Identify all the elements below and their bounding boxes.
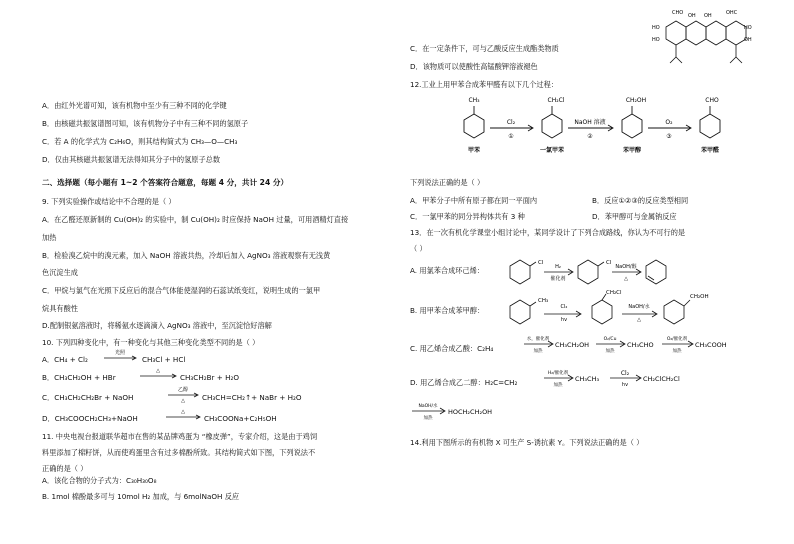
q12-sub-3: CH₂OH [625,97,647,104]
q10-d-condition: △ [181,409,185,415]
q9-option-b: B．检验溴乙烷中的溴元素，加入 NaOH 溶液共热，冷却后加入 AgNO₃ 溶液观察有无浅黄 [42,251,331,260]
q13-a-reagent-1b: 催化剂 [550,276,566,282]
q11-option-a: A．该化合物的分子式为：C₃₀H₃₀O₈ [42,476,157,485]
q13-b-ch2cl: CH₂Cl [606,290,622,296]
q12-option-b: B．反应①②③的反应类型相同 [592,196,689,205]
q12-option-c: C．一氯甲苯的同分异构体共有 3 种 [410,212,525,221]
q11-option-b: B. 1mol 棉酚最多可与 10mol H₂ 加成，与 6molNaOH 反应 [42,492,240,501]
q9-option-c: C．甲烷与氯气在光照下反应后的混合气体能使湿润的石蕊试纸变红，说明生成的一氯甲 [42,286,321,295]
prev-option-b: B．由核磁共振氢谱图可知，该有机物分子中有三种不同的氢原子 [42,119,249,128]
q10-c-condition-heat: △ [181,398,185,404]
q13-c-reagent-1b: 加热 [533,349,543,354]
gossypol-oh-5: HO [744,25,752,31]
q13-d-reagent-1b: 加热 [553,383,563,388]
q13-a-reagent-1: H₂ [555,264,561,270]
q9-option-b-cont: 色沉淀生成 [42,268,78,277]
q10-a-condition: 光照 [114,350,126,356]
q13-c-product: CH₃COOH [695,341,727,349]
q13-a-cl-1: Cl [538,260,544,266]
q13-c-reagent-2: O₂/Cu [603,337,617,342]
q10-stem: 10. 下列四种变化中，有一种变化与其他三种变化类型不同的是（ ） [42,338,260,347]
q10-c-condition: 乙醇 [177,387,189,393]
q13-line-2: （ ） [410,244,427,253]
q13-a-reagent-2b: △ [624,276,628,282]
q9-option-a: A．在乙醛还原新制的 Cu(OH)₂ 的实验中，制 Cu(OH)₂ 时应保持 NaOH 过量，可用酒精灯直接 [42,215,349,224]
q12-reagent-3: O₂ [665,119,673,126]
q11-option-d: D．该物质可以使酸性高锰酸钾溶液褪色 [410,62,538,71]
q13-b-reagent-2: NaOH/水 [628,304,650,310]
q9-option-a-cont: 加热 [42,233,57,242]
q14-stem: 14.利用下图所示的有机物 X 可生产 S-诱抗素 Y。下列说法正确的是（ ） [410,438,644,447]
q13-option-b: B. 用甲苯合成苯甲醇： [410,306,485,315]
q12-sub-4: CHO [705,97,719,104]
q13-a-scheme [506,254,746,286]
q10-c-arrow [166,385,200,405]
q13-b-ch3: CH₃ [538,298,549,304]
q12-option-d: D．苯甲醇可与金属钠反应 [592,212,677,221]
q13-d-intermediate-1: CH₃CH₃ [575,375,600,383]
q11-line-1: 11. 中央电视台报道联华超市在售的某品牌鸡蛋为 “橡皮弹”，专家介绍，这是由于鸡饲 [42,432,318,441]
gossypol-oh-6: OH [744,37,752,43]
q12-sub-2: CH₂Cl [547,97,565,104]
q10-option-c: C．CH₃CH₂CH₂Br + NaOH [42,393,134,402]
q13-b-reagent-2b: △ [637,317,641,323]
q12-scheme [450,92,740,162]
q10-b-condition: △ [156,368,160,374]
q13-a-reagent-2: NaOH/醇 [615,264,637,270]
q13-d-scheme-cont [410,400,610,422]
q12-name-1: 甲苯 [467,147,481,154]
prev-option-c: C．若 A 的化学式为 C₂H₆O，则其结构简式为 CH₃—O—CH₃ [42,137,238,146]
q10-c-products: CH₃CH=CH₂↑+ NaBr + H₂O [202,393,302,402]
q11-line-3: 正确的是（ ） [42,464,88,473]
gossypol-oh-1: HO [652,25,660,31]
gossypol-structure [644,5,756,75]
q10-a-products: CH₃Cl + HCl [142,355,186,364]
q12-name-2: 一氯甲苯 [539,147,565,154]
q13-option-c: C. 用乙烯合成乙酸：C₂H₄ [410,344,494,353]
q10-a-arrow [102,349,138,363]
gossypol-oh-2: OH [688,13,696,19]
gossypol-oh-3: HO [652,37,660,43]
q13-c-reagent-3: O₂/催化剂 [666,337,688,342]
q10-d-arrow [164,408,202,422]
q12-stem: 12.工业上用甲苯合成苯甲醛有以下几个过程： [410,80,558,89]
q13-d-reagent-1: H₂/催化剂 [547,371,569,376]
q13-d-reagent-3b: 加热 [423,416,433,421]
q12-reagent-2: NaOH 溶液 [574,119,606,126]
q13-c-intermediate-2: CH₃CHO [627,341,654,349]
gossypol-cho-left: CHO [672,10,684,16]
q13-d-intermediate-2: CH₂ClCH₂Cl [643,375,680,383]
q12-step-1: ① [508,133,514,140]
q13-option-d: D. 用乙烯合成乙二醇：H₂C=CH₂ [410,378,518,387]
q13-d-reagent-3: NaOH/水 [418,404,438,409]
q13-line-1: 13．在一次有机化学课堂小组讨论中，某同学设计了下列合成路线，你认为不可行的是 [410,228,686,237]
q10-a-reactants: A．CH₄ + Cl₂ [42,355,88,364]
gossypol-oh-4: OH [704,13,712,19]
q13-c-intermediate-1: CH₃CH₂OH [555,341,590,349]
q11-line-2: 料里添加了棉籽饼，从而使鸡蛋里含有过多棉酚所致。其结构简式如下图，下列说法不 [42,448,316,457]
q9-option-d: D.配制银氨溶液时，将稀氨水逐滴滴入 AgNO₃ 溶液中，至沉淀恰好溶解 [42,321,272,330]
q10-option-b: B．CH₃CH₂OH + HBr [42,373,116,382]
q10-option-a [42,355,88,364]
q13-c-reagent-2b: 加热 [605,349,615,354]
q12-name-4: 苯甲醛 [700,147,720,154]
q10-b-arrow [138,367,178,381]
q10-b-products: CH₃CH₂Br + H₂O [180,373,240,382]
q12-step-2: ② [587,133,593,140]
q12-step-3: ③ [666,133,672,140]
q10-option-d: D．CH₃COOCH₂CH₃+NaOH [42,414,138,423]
prev-option-a: A．由红外光谱可知，该有机物中至少有三种不同的化学键 [42,101,227,110]
right-column [410,0,760,544]
q13-d-product: HOCH₂CH₂OH [448,408,493,416]
q12-sub-1: CH₃ [468,97,480,104]
q13-option-a: A. 用氯苯合成环己烯： [410,266,485,275]
q13-b-reagent-1b: hv [560,317,568,323]
q13-b-scheme [506,288,756,328]
gossypol-cho-right: OHC [726,10,738,16]
q13-d-reagent-2: Cl₂ [620,370,630,377]
q13-c-arrow-1 [506,334,526,352]
section-title: 二、选择题（每小题有 1~2 个答案符合题意，每题 4 分，共计 24 分） [42,178,289,187]
q13-b-ch2oh: CH₂OH [690,294,709,300]
prev-option-d: D．仅由其核磁共振氢谱无法得知其分子中的氢原子总数 [42,155,221,164]
q11-option-c: C．在一定条件下，可与乙酸反应生成酯类物质 [410,44,559,53]
q13-a-cl-2: Cl [606,260,612,266]
q13-c-reagent-1: 水，催化剂 [526,337,550,342]
q12-reagent-1: Cl₂ [506,119,516,126]
q12-option-a: A．甲苯分子中所有原子都在同一平面内 [410,196,538,205]
q12-name-3: 苯甲醇 [622,147,642,154]
q13-c-reagent-3b: 加热 [672,349,682,354]
q12-ask: 下列说法正确的是（ ） [410,178,485,187]
q9-stem: 9. 下列实验操作或结论中不合理的是（ ） [42,197,176,206]
q13-d-scheme [544,368,744,388]
q13-d-reagent-2b: hv [621,382,629,388]
q13-c-scheme [524,334,764,354]
q9-option-c-cont: 烷具有酸性 [42,304,78,313]
q13-b-reagent-1: Cl₂ [560,304,568,310]
q10-d-products: CH₃COONa+C₂H₅OH [204,414,277,423]
left-column [42,0,392,544]
